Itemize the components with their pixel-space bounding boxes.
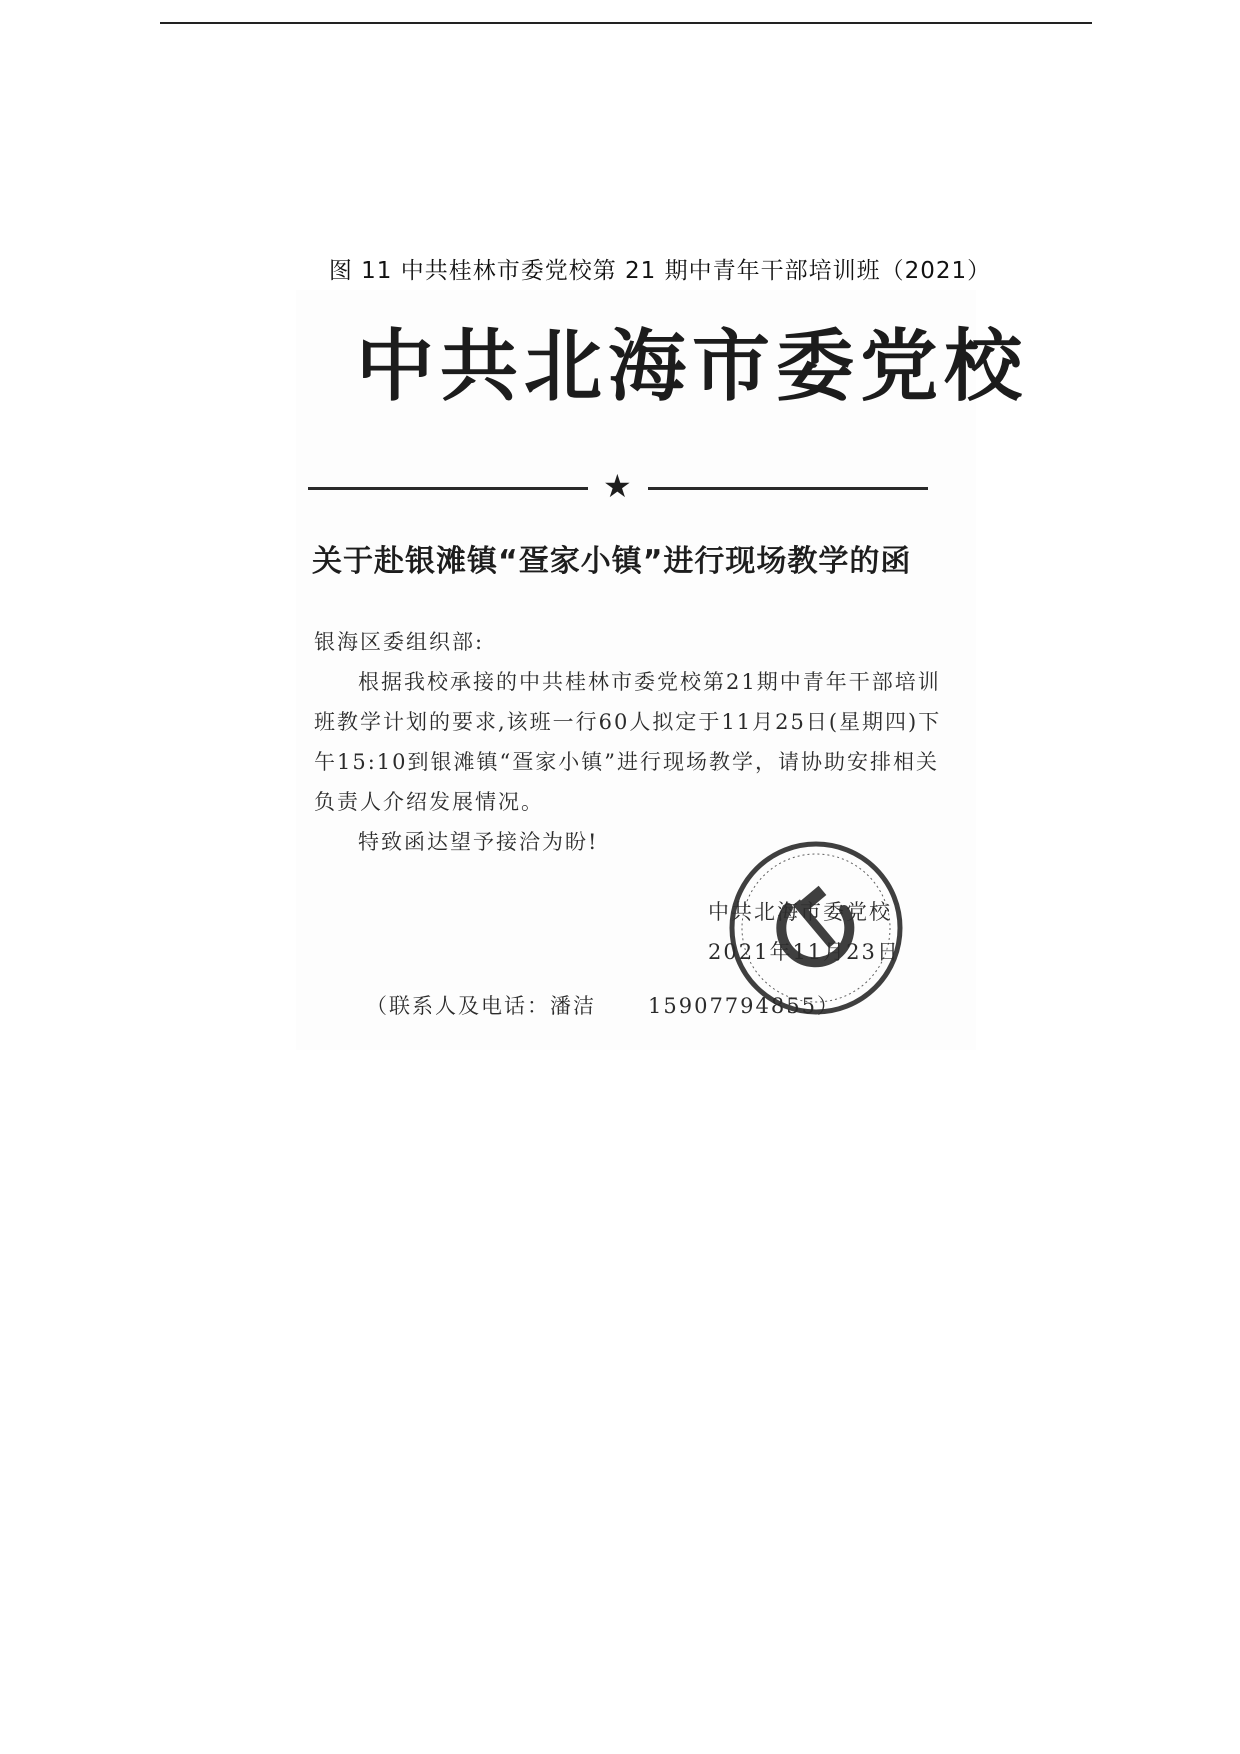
letter-body [314, 622, 954, 862]
figure-caption: 图 11 中共桂林市委党校第 21 期中青年干部培训班（2021） [328, 258, 992, 284]
star-icon: ★ [603, 467, 632, 505]
contact-phone: 15907794855） [648, 994, 840, 1018]
divider-line-left [308, 487, 588, 490]
letter-paragraph-2: 特致函达望予接洽为盼! [358, 830, 599, 854]
scanned-letter [296, 290, 1029, 1050]
signature-organization: 中共北海市委党校 [708, 900, 892, 924]
letter-paragraph-1: 根据我校承接的中共桂林市委党校第21期中青年干部培训班教学计划的要求,该班一行60人拟定于11月25日(星期四)下午15:10到银滩镇“疍家小镇”进行现场教学，请协助安排相关负责人介绍发展情况。 [314, 670, 942, 814]
letter-subject: 关于赴银滩镇“疍家小镇”进行现场教学的函 [312, 544, 912, 579]
letter-signature [708, 892, 948, 972]
letter-addressee: 银海区委组织部: [314, 630, 485, 654]
divider-line-right [648, 487, 928, 490]
header-rule [160, 22, 1092, 24]
letterhead-title: 中共北海市委党校 [356, 322, 1029, 412]
contact-info [366, 990, 840, 1020]
contact-person: （联系人及电话：潘洁 [366, 994, 596, 1018]
letterhead-divider [308, 467, 928, 505]
signature-date: 2021年11月23日 [708, 940, 900, 964]
